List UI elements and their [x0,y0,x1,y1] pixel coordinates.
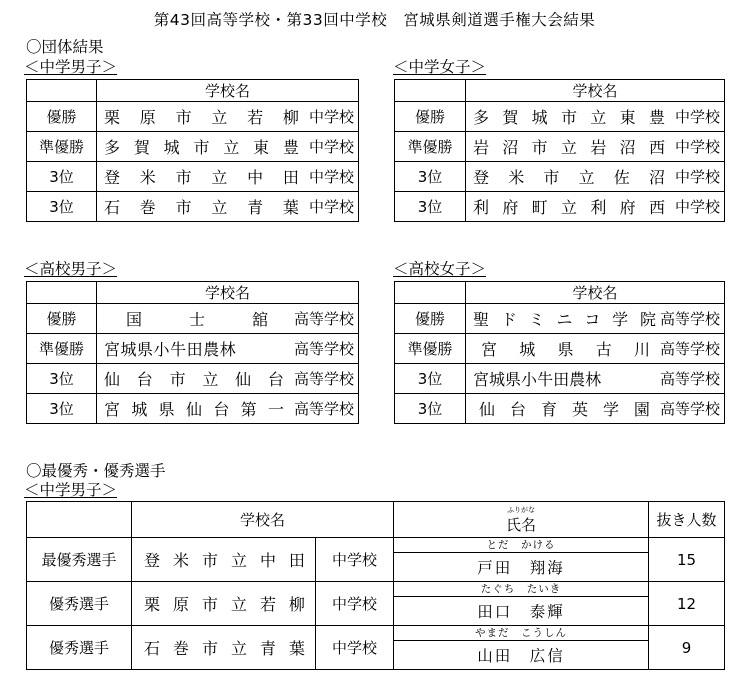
school-name: 利 府 町 立 利 府 西 [473,198,665,217]
school-name: 宮 城 県 仙 台 第 一 [104,400,284,419]
rank-cell: 準優勝 [27,132,97,162]
school-cell [97,334,359,364]
school-type: 中学校 [308,168,354,186]
school-cell [466,394,725,424]
table-row [27,582,725,597]
team-results-heading: 〇団体結果 [26,38,104,56]
school-name: 栗 原 市 立 若 柳 [144,595,305,614]
rank-cell: 優勝 [395,304,466,334]
furigana-cell: たぐち たいき [394,582,649,597]
team-table-hs-girls [394,281,725,424]
school-name: 石 巻 市 立 青 葉 [104,198,299,217]
school-name: 岩 沼 市 立 岩 沼 西 [473,138,665,157]
school-type: 中学校 [674,198,720,216]
school-cell [132,538,316,582]
table-row [27,394,359,424]
count-cell: 12 [649,582,725,626]
school-type: 高等学校 [659,310,720,328]
school-type: 高等学校 [659,370,720,388]
team-table-jh-girls [394,79,725,222]
award-cell: 優秀選手 [27,626,132,670]
school-name: 仙 台 市 立 仙 台 [104,370,284,389]
table-row [395,162,725,192]
header-school: 学校名 [466,282,725,304]
school-type: 中学校 [308,108,354,126]
school-cell [466,102,725,132]
school-name: 宮 城 県 小 牛 田 農 林 [473,370,602,389]
school-name: 栗 原 市 立 若 柳 [104,108,299,127]
header-furigana: ふりがな [507,505,536,514]
table-row [27,132,359,162]
school-type: 高等学校 [293,400,354,418]
label-hs-boys: ＜高校男子＞ [24,260,118,278]
school-cell [97,132,359,162]
table-row [395,364,725,394]
label-jh-girls: ＜中学女子＞ [393,58,487,76]
rank-cell: 3位 [27,394,97,424]
award-cell: 最優秀選手 [27,538,132,582]
page-title: 第43回高等学校・第33回中学校 宮城県剣道選手権大会結果 [153,11,596,29]
table-row [27,102,359,132]
school-cell [466,162,725,192]
school-type: 高等学校 [293,340,354,358]
school-name: 登 米 市 立 中 田 [104,168,299,187]
rank-cell: 優勝 [395,102,466,132]
rank-cell: 3位 [27,192,97,222]
table-row [395,102,725,132]
rank-cell: 準優勝 [27,334,97,364]
award-cell: 優秀選手 [27,582,132,626]
header-name [394,502,649,538]
individual-table [26,501,725,670]
school-type: 中学校 [316,626,394,670]
school-cell [97,192,359,222]
table-row [27,538,725,553]
count-cell: 15 [649,538,725,582]
player-name: 田口 泰輝 [394,597,649,626]
school-type: 高等学校 [659,340,720,358]
header-empty [27,282,97,304]
header-empty [27,80,97,102]
team-table-jh-boys [26,79,359,222]
school-type: 中学校 [308,138,354,156]
label-individual-jh-boys: ＜中学男子＞ [24,481,118,499]
table-row [27,334,359,364]
team-table-hs-boys [26,281,359,424]
header-count: 抜き人数 [649,502,725,538]
header-school: 学校名 [97,282,359,304]
rank-cell: 3位 [395,162,466,192]
table-row [27,304,359,334]
school-type: 高等学校 [293,310,354,328]
school-type: 高等学校 [659,400,720,418]
school-type: 中学校 [674,108,720,126]
school-type: 中学校 [316,582,394,626]
rank-cell: 準優勝 [395,132,466,162]
header-empty [27,502,132,538]
school-name: 多 賀 城 市 立 東 豊 [473,108,665,127]
school-cell [466,334,725,364]
individual-heading: 〇最優秀・優秀選手 [26,462,166,480]
school-cell [97,364,359,394]
table-row [395,192,725,222]
school-cell [97,102,359,132]
header-empty [395,80,466,102]
school-cell [97,162,359,192]
school-type: 高等学校 [293,370,354,388]
rank-cell: 優勝 [27,102,97,132]
table-row [27,162,359,192]
school-type: 中学校 [674,138,720,156]
school-name: 宮 城 県 小 牛 田 農 林 [104,340,237,359]
school-cell [132,626,316,670]
school-cell [97,394,359,424]
school-name: 国 士 舘 [126,310,268,329]
school-type: 中学校 [316,538,394,582]
furigana-cell: とだ かける [394,538,649,553]
school-type: 中学校 [674,168,720,186]
school-cell [466,132,725,162]
school-name: 宮 城 県 古 川 [481,340,650,359]
rank-cell: 3位 [395,192,466,222]
header-empty [395,282,466,304]
header-school: 学校名 [466,80,725,102]
table-row [27,364,359,394]
school-cell [97,304,359,334]
header-school: 学校名 [97,80,359,102]
rank-cell: 3位 [27,162,97,192]
player-name: 山田 広信 [394,641,649,670]
furigana-cell: やまだ こうしん [394,626,649,641]
school-name: 聖 ド ミ ニ コ 学 院 [473,310,656,329]
header-name-text: 氏名 [506,515,537,534]
rank-cell: 3位 [395,394,466,424]
rank-cell: 準優勝 [395,334,466,364]
school-cell [132,582,316,626]
label-jh-boys: ＜中学男子＞ [24,58,118,76]
school-cell [466,364,725,394]
table-row [27,626,725,641]
count-cell: 9 [649,626,725,670]
table-row [395,334,725,364]
header-school: 学校名 [132,502,394,538]
label-hs-girls: ＜高校女子＞ [393,260,487,278]
school-name: 仙 台 育 英 学 園 [479,400,650,419]
rank-cell: 優勝 [27,304,97,334]
school-name: 登 米 市 立 中 田 [144,551,305,570]
school-name: 多 賀 城 市 立 東 豊 [104,138,299,157]
school-type: 中学校 [308,198,354,216]
player-name: 戸田 翔海 [394,553,649,582]
rank-cell: 3位 [395,364,466,394]
table-row [395,132,725,162]
table-row [395,304,725,334]
table-row [395,394,725,424]
school-name: 登 米 市 立 佐 沼 [473,168,665,187]
table-row [27,192,359,222]
school-cell [466,304,725,334]
rank-cell: 3位 [27,364,97,394]
school-cell [466,192,725,222]
school-name: 石 巻 市 立 青 葉 [144,639,305,658]
